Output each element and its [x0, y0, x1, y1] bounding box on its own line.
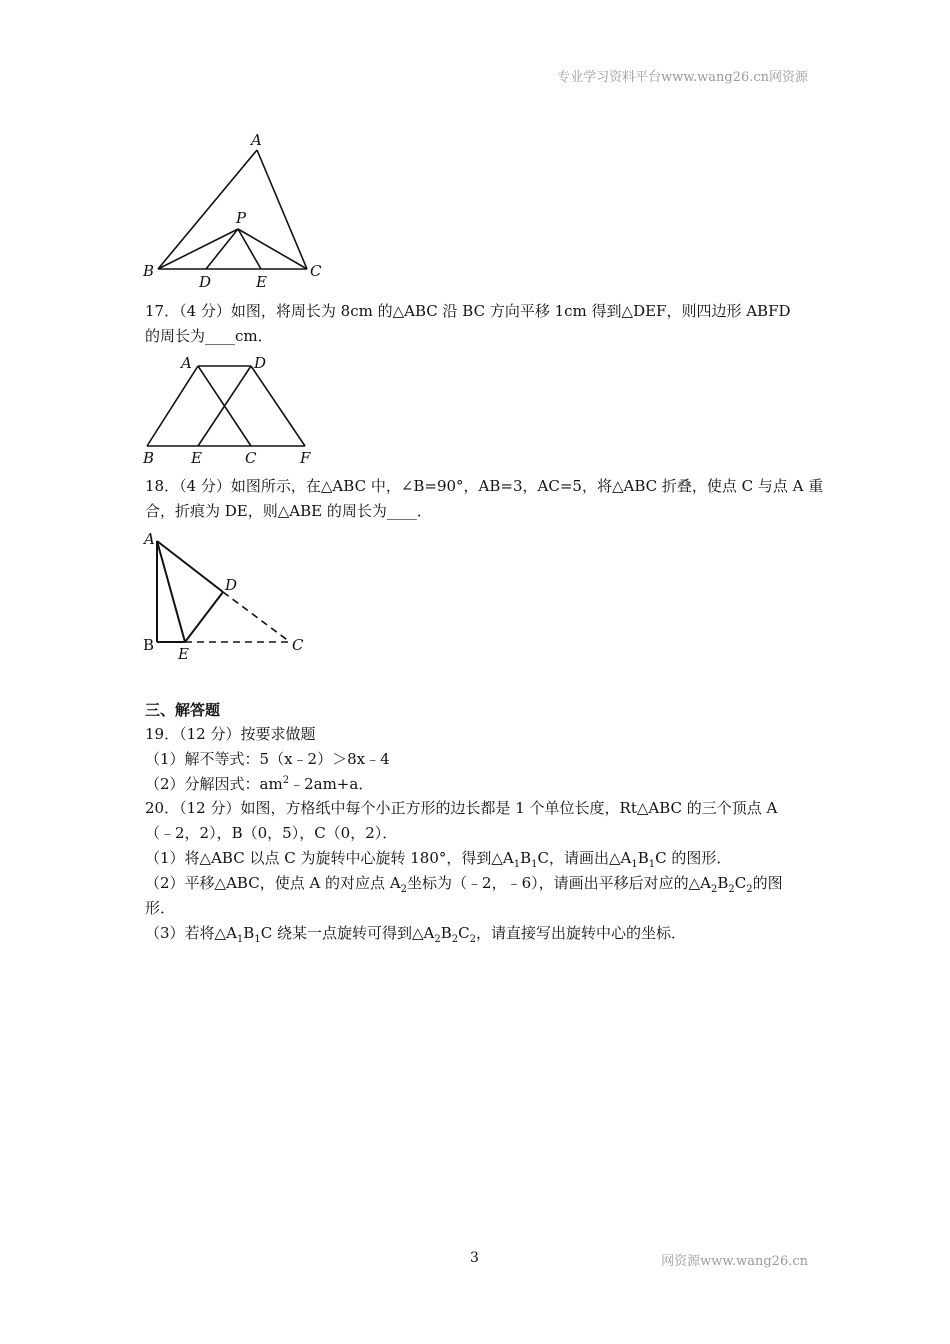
q20-part1: （1）将△ABC 以点 C 为旋转中心旋转 180°，得到$\triangle A_1B_1C$，请画出$\triangle A_1B_1C$ 的图形．: [145, 849, 732, 870]
label-a: A: [251, 131, 262, 149]
segment-dc-dashed: [223, 592, 290, 642]
header-site: 专业学习资料平台www.wang26.cn网资源: [557, 70, 808, 85]
q19-part1: （1）解不等式：5（x﹣2）＞8x﹣4: [145, 750, 390, 768]
q20-part3: （3）若将$\triangle A_1B_1C$ 绕某一点旋转可得到$\triangle A_2B_2C_2$，请直接写出旋转中心的坐标．: [145, 924, 686, 945]
page-number: 3: [470, 1250, 479, 1266]
q20-part2-cont: 形．: [145, 899, 176, 917]
label-b: B: [143, 449, 155, 467]
figure-triangle-abc-point-p: [140, 128, 330, 293]
label-a: A: [144, 530, 155, 548]
segment-pb: [158, 229, 238, 269]
segment-ad: [157, 541, 223, 592]
label-f: F: [300, 449, 311, 467]
q18-line1: 18．（4 分）如图所示，在△ABC 中，∠B=90°，AB=3，AC=5，将△ABC 折叠，使点 C 与点 A 重: [145, 477, 824, 495]
footer-site: 网资源www.wang26.cn: [661, 1254, 808, 1269]
q17-line1: 17．（4 分）如图，将周长为 8cm 的△ABC 沿 BC 方向平移 1cm 得到△DEF，则四边形 ABFD: [145, 302, 791, 320]
label-b: B: [143, 262, 155, 280]
segment-de: [185, 592, 223, 642]
label-e: E: [178, 645, 189, 663]
label-d: D: [199, 273, 212, 291]
label-e: E: [191, 449, 202, 467]
figure-translated-triangles: [140, 350, 320, 470]
segment-ab: [147, 366, 198, 446]
q18-line2: 合，折痕为 DE，则△ABE 的周长为____．: [145, 502, 432, 520]
label-c: C: [292, 636, 304, 654]
segment-pc: [238, 229, 307, 269]
label-d: D: [225, 576, 238, 594]
label-c: C: [245, 449, 257, 467]
label-e: E: [256, 273, 267, 291]
segment-ae: [157, 541, 185, 642]
label-c: C: [310, 262, 322, 280]
q19-part2: （2）分解因式：$am^2﹣2am+a$．: [145, 775, 374, 793]
q19-title: 19．（12 分）按要求做题: [145, 725, 316, 743]
q20-line2: （﹣2，2），B（0，5），C（0，2）．: [145, 824, 398, 842]
section-title: 三、解答题: [145, 701, 221, 719]
label-p: P: [236, 209, 247, 227]
label-d: D: [254, 354, 267, 372]
q17-line2: 的周长为____cm．: [145, 327, 273, 345]
label-b: B: [143, 636, 155, 654]
figure-folded-triangle: [140, 528, 320, 663]
q20-part2: （2）平移△ABC，使点 A 的对应点 $A_2$坐标为（﹣2，﹣6），请画出平移后对应的$\triangle A_2B_2C_2$的图: [145, 874, 783, 895]
label-a: A: [181, 354, 192, 372]
segment-pd: [206, 229, 238, 269]
q20-line1: 20．（12 分）如图，方格纸中每个小正方形的边长都是 1 个单位长度，Rt△ABC 的三个顶点 A: [145, 799, 778, 817]
segment-ac: [257, 150, 307, 269]
segment-df: [251, 366, 305, 446]
